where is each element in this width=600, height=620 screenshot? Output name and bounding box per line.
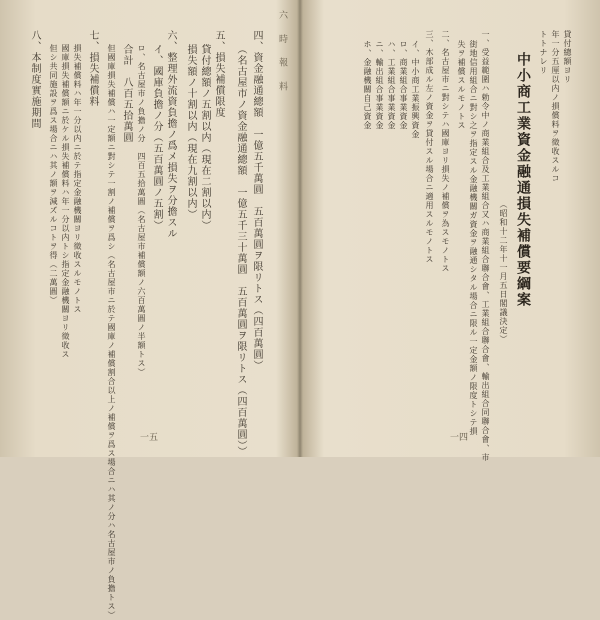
right-item-1c: 失ヲ補償スルモノトス: [457, 40, 466, 130]
left-item-4-note: （名古屋市ノ資金融通總額 一億五千三十萬圓 五百萬圓ヲ限リトス（四百萬圓））: [235, 44, 246, 457]
right-item-3-b: ロ、商業組合事業資金: [399, 40, 408, 130]
left-item-6-b: ロ、名古屋市ノ負擔ノ分 四百五拾萬圓（名古屋市補償額ノ六百萬圓ノ半額トス）: [137, 44, 146, 377]
left-item-5-b: 損失額ノ十割以内（現在九割以内）: [185, 44, 196, 220]
left-item-7-b: 國庫損失補償額ニ於ケル損失補償料ハ年一分以内トシ指定金融機關ヨリ徵收ス: [61, 44, 70, 359]
right-item-1b: 街地信用組合ニ對シ之ヲ指定スル金融機關ガ資金ヲ融通シタル場合ニ限ル一定金額ノ限度トシテ損: [469, 40, 478, 436]
document-title: 中小商工業資金融通損失補償要綱案: [515, 52, 531, 308]
right-item-2: 二、名古屋市ニ對シテハ國庫ヨリ損失ノ補償ヲ為スモノトス: [441, 30, 450, 273]
left-item-6-a: イ、國庫負擔ノ分（五百萬圓ノ五割）: [151, 44, 162, 231]
document-title-note: （昭和十二年十一月五日閣議決定）: [499, 200, 508, 344]
side-note-2: 年一分五厘以内ノ損償料ヲ徵收スルコ: [551, 30, 560, 183]
left-item-7: 七、損失補償料: [87, 30, 98, 107]
left-item-7-c: 但シ共同施設ヲ爲ス場合ニハ其ノ額ヲ減ズルコトヲ得（二萬圓）: [49, 44, 58, 305]
left-item-7-a: 損失補償料ハ年一分以内ニ於テ指定金融機關ヨリ徵收スルモノトス: [73, 44, 82, 314]
right-item-3-d: ニ、輸出組合事業資金: [375, 40, 384, 130]
right-item-1a: 一、受益範圍ハ勅令中ノ商業組合及工業組合又ハ商業組合聯合會、工業組合聯合會、輸出組合同聯合會、市: [481, 30, 490, 462]
right-item-3: 三、木部成ル左ノ資金ヲ貸付スル場合ニ適用スルモノトス: [425, 30, 434, 264]
side-note-1: 貸付總額ヨリ: [563, 30, 572, 84]
right-item-3-c: ハ、工業組合事業資金: [387, 40, 396, 130]
left-item-4: 四、資金融通總額 一億五千萬圓 五百萬圓ヲ限リトス（四百萬圓）: [251, 30, 262, 371]
right-page-number: 一四: [450, 433, 469, 443]
left-item-6-note: 但國庫損失補償ハ一定額ニ對シテ一割ノ補償ヲ爲シ（名古屋市ニ於テ國庫ノ補償割合以上ノ補償ヲ爲ス場合ニハ其ノ分ハ名古屋市ノ負擔トス）: [107, 44, 116, 620]
side-note-3: トトナレリ: [539, 30, 548, 75]
left-item-8: 八、本制度實施期間: [29, 30, 40, 129]
left-item-6: 六、整理外流資負擔ノ爲メ損失ヲ分擔スル: [165, 30, 176, 239]
left-item-5-a: 貸付總額ノ五割以内（現在二割以内）: [199, 44, 210, 231]
left-item-6-total: 合計 八百五拾萬圓: [121, 44, 132, 143]
right-page: [300, 0, 600, 462]
right-item-3-a: イ、中小商工業振興資金: [411, 40, 420, 139]
left-page-number: 一五: [140, 433, 159, 443]
right-item-3-e: ホ、金融機關自己資金: [363, 40, 372, 130]
left-running-header: 六 時 報 料: [277, 10, 287, 97]
left-item-5: 五、損失補償限度: [213, 30, 224, 118]
